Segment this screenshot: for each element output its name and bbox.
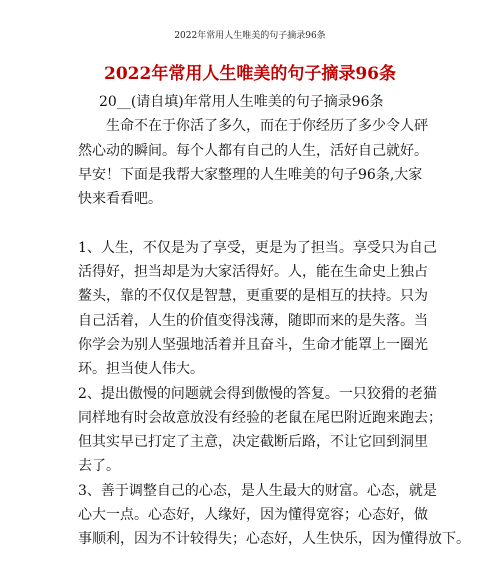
intro-line: 生命不在于你活了多久，而在于你经历了多少令人砰 <box>106 118 428 135</box>
item-1-line: 活得好，担当却是为大家活得好。人，能在生命史上独占 <box>78 264 428 281</box>
item-1-line: 自己活着，人生的价值变得浅薄，随即而来的是失落。当 <box>78 312 428 329</box>
item-2-line: 同样地有时会故意放没有经验的老鼠在尾巴附近跑来跑去； <box>78 409 442 426</box>
intro-line: 然心动的瞬间。每个人都有自己的人生，活好自己就好。 <box>78 142 428 159</box>
item-2-line: 2、提出傲慢的问题就会得到傲慢的答复。一只狡猾的老猫 <box>78 385 437 402</box>
item-3-line: 心大一点。心态好，人缘好，因为懂得宽容；心态好，做 <box>78 507 428 524</box>
intro-line: 快来看看吧。 <box>78 191 162 208</box>
item-1-line: 环。担当使人伟大。 <box>78 361 204 378</box>
running-header: 2022年常用人生唯美的句子摘录96条 <box>174 31 326 41</box>
item-1-line: 鳌头，靠的不仅仅是智慧，更重要的是相互的扶持。只为 <box>78 288 428 305</box>
item-1-line: 你学会为别人坚强地活着并且奋斗，生命才能罩上一圈光 <box>78 336 428 353</box>
intro-line: 早安！下面是我帮大家整理的人生唯美的句子96条,大家 <box>78 166 423 183</box>
item-1-line: 1、人生，不仅是为了享受，更是为了担当。享受只为自己 <box>78 239 437 256</box>
document-subtitle: 20__(请自填)年常用人生唯美的句子摘录96条 <box>99 94 384 110</box>
item-3-line: 3、善于调整自己的心态，是人生最大的财富。心态，就是 <box>78 482 437 499</box>
paragraph-gap <box>78 211 424 235</box>
item-3-line: 事顺利，因为不计较得失；心态好，人生快乐，因为懂得放下。 <box>78 531 470 548</box>
item-2-line: 但其实早已打定了主意，决定截断后路，不让它回到洞里 <box>78 434 428 451</box>
document-body <box>78 90 470 552</box>
item-2-line: 去了。 <box>78 458 120 475</box>
document-title: 2022年常用人生唯美的句子摘录96条 <box>104 64 396 84</box>
